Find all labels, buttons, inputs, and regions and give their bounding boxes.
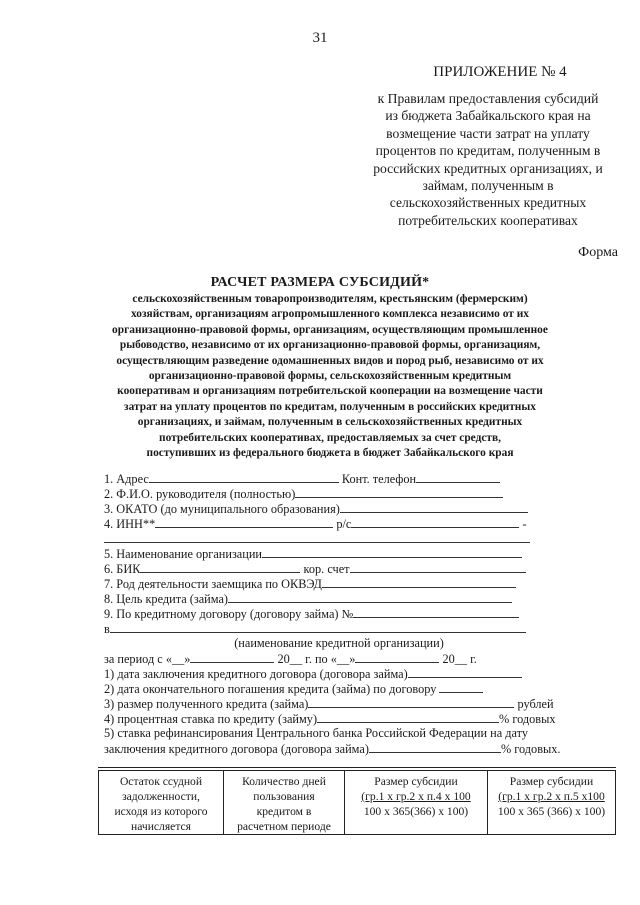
director-label: 2. Ф.И.О. руководителя (полностью) xyxy=(104,487,296,501)
address-row xyxy=(104,471,574,486)
table-top-border xyxy=(98,767,616,768)
okato-row xyxy=(104,501,574,516)
sub2-row xyxy=(104,681,574,696)
bank-prefix: в xyxy=(104,622,110,636)
sub4-label: 4) процентная ставка по кредиту (займу) xyxy=(104,712,318,726)
sub5-row: 5) ставка рефинансирования Центрального банка Российской Федерации на дату xyxy=(104,726,529,740)
sub5-continuation-row xyxy=(104,741,574,756)
subtitle-line: рыбоводство, независимо от их организационно-правовой формы, организациям, xyxy=(119,339,541,352)
inn-row xyxy=(104,516,574,531)
bank-name-field[interactable] xyxy=(110,621,526,633)
subtitle-line: хозяйствам, организациям агропромышленного комплекса независимо от их xyxy=(131,308,529,321)
subtitle-line: сельскохозяйственным товаропроизводителям, крестьянским (фермерским) xyxy=(132,293,528,305)
appendix-line: из бюджета Забайкальского края на xyxy=(385,108,591,124)
appendix-line: российских кредитных организациях, и xyxy=(373,160,603,176)
header-cell-days: Количество дней пользования кредитом в расчетном периоде xyxy=(224,771,345,835)
okato-field[interactable] xyxy=(340,501,528,513)
subtitle-line: потребительских кооперативах, предоставляемых за счет средств, xyxy=(159,431,501,444)
appendix-line: займам, полученным в xyxy=(422,178,554,194)
inn-label: 4. ИНН** xyxy=(104,517,156,531)
account-label: р/с xyxy=(336,517,352,531)
period-to-field[interactable] xyxy=(355,651,439,663)
sub3-unit: рублей xyxy=(517,697,554,711)
bik-field[interactable] xyxy=(140,561,300,573)
dash-mark: - xyxy=(522,517,527,531)
sub5-unit: % годовых. xyxy=(500,742,561,756)
sub4-unit: % годовых xyxy=(499,712,556,726)
period-to-label: 20__ г. по «__» xyxy=(277,652,356,666)
okved-row xyxy=(104,576,574,591)
okved-field[interactable] xyxy=(322,576,516,588)
purpose-field[interactable] xyxy=(228,591,512,603)
subtitle-line: поступивших из федерального бюджета в бюджет Забайкальского края xyxy=(146,447,514,460)
purpose-label: 8. Цель кредита (займа) xyxy=(104,592,229,606)
sub1-label: 1) дата заключения кредитного договора (договора займа) xyxy=(104,667,408,681)
account-field[interactable] xyxy=(351,516,519,528)
corr-account-field[interactable] xyxy=(350,561,526,573)
header-cell-subsidy-p5: Размер субсидии (гр.1 х гр.2 х п.5 х100 100 х 365 (366) х 100) xyxy=(488,771,616,835)
appendix-line: сельскохозяйственных кредитных xyxy=(389,195,587,211)
bank-row xyxy=(104,621,574,636)
bik-row xyxy=(104,561,574,576)
inn-continuation-row xyxy=(104,531,574,546)
sub1-row xyxy=(104,666,574,681)
header-cell-balance: Остаток ссудной задолженности, исходя из которого начисляется xyxy=(99,771,224,835)
sub5-field[interactable] xyxy=(369,741,501,753)
corr-account-label: кор. счет xyxy=(303,562,350,576)
contract-number-field[interactable] xyxy=(353,606,519,618)
org-name-field[interactable] xyxy=(262,546,522,558)
appendix-reference xyxy=(356,90,620,229)
sub4-row xyxy=(104,711,574,726)
sub2-field[interactable] xyxy=(439,681,483,693)
sub1-field[interactable] xyxy=(408,666,522,678)
address-label: 1. Адрес xyxy=(104,472,149,486)
sub2-label: 2) дата окончательного погашения кредита (займа) по договору xyxy=(104,682,437,696)
subtitle-line: затрат на уплату процентов по кредитам, полученным в российских кредитных xyxy=(124,400,536,413)
contract-row xyxy=(104,606,574,621)
table-header-row xyxy=(99,771,616,835)
appendix-title: ПРИЛОЖЕНИЕ № 4 xyxy=(433,64,567,80)
period-from-label: за период с «__» xyxy=(104,652,191,666)
subtitle-line: организационно-правовой формы, сельскохозяйственным кредитным xyxy=(148,370,512,383)
subtitle-line: осуществляющим разведение одомашненных видов и пород рыб, независимо от их xyxy=(116,354,544,367)
page-number: 31 xyxy=(312,30,328,46)
subtitle-line: кооперативам и организациям потребительской кооперации на возмещение части xyxy=(117,385,543,398)
purpose-row xyxy=(104,591,574,606)
appendix-line: возмещение части затрат на уплату xyxy=(386,125,590,141)
document-subtitle xyxy=(100,292,560,461)
director-row xyxy=(104,486,574,501)
okved-label: 7. Род деятельности заемщика по ОКВЭД xyxy=(104,577,322,591)
subtitle-line: организационно-правовой формы, организациям, осуществляющим промышленное xyxy=(112,323,548,336)
appendix-line: к Правилам предоставления субсидий xyxy=(377,91,599,106)
calculation-table xyxy=(98,770,616,835)
org-name-row xyxy=(104,546,574,561)
phone-field[interactable] xyxy=(416,471,500,483)
org-name-label: 5. Наименование организации xyxy=(104,547,262,561)
appendix-line: потребительских кооперативах xyxy=(398,212,578,228)
sub3-field[interactable] xyxy=(308,696,514,708)
okato-label: 3. ОКАТО (до муниципального образования) xyxy=(104,502,340,516)
director-field[interactable] xyxy=(295,486,503,498)
appendix-line: процентов по кредитам, полученным в xyxy=(375,143,601,159)
subtitle-line: организациях, и займам, полученным в сельскохозяйственных кредитных xyxy=(137,416,523,429)
document-title: РАСЧЕТ РАЗМЕРА СУБСИДИЙ* xyxy=(210,275,430,290)
period-year-label: 20__ г. xyxy=(442,652,477,666)
sub3-row xyxy=(104,696,574,711)
address-field[interactable] xyxy=(149,471,339,483)
form-fields xyxy=(104,471,574,756)
inn-continuation-field[interactable] xyxy=(104,531,530,543)
bank-caption: (наименование кредитной организации) xyxy=(234,636,444,650)
sub4-field[interactable] xyxy=(317,711,499,723)
bik-label: 6. БИК xyxy=(104,562,141,576)
sub3-label: 3) размер полученного кредита (займа) xyxy=(104,697,309,711)
period-row xyxy=(104,651,574,666)
contract-label: 9. По кредитному договору (договору займа) № xyxy=(104,607,354,621)
inn-field[interactable] xyxy=(155,516,333,528)
phone-label: Конт. телефон xyxy=(341,472,417,486)
form-label: Форма xyxy=(578,245,618,260)
period-from-field[interactable] xyxy=(190,651,274,663)
header-cell-subsidy-p4: Размер субсидии (гр.1 х гр.2 х п.4 х 100 100 х 365(366) х 100) xyxy=(345,771,488,835)
sub5-label: заключения кредитного договора (договора займа) xyxy=(104,742,369,756)
